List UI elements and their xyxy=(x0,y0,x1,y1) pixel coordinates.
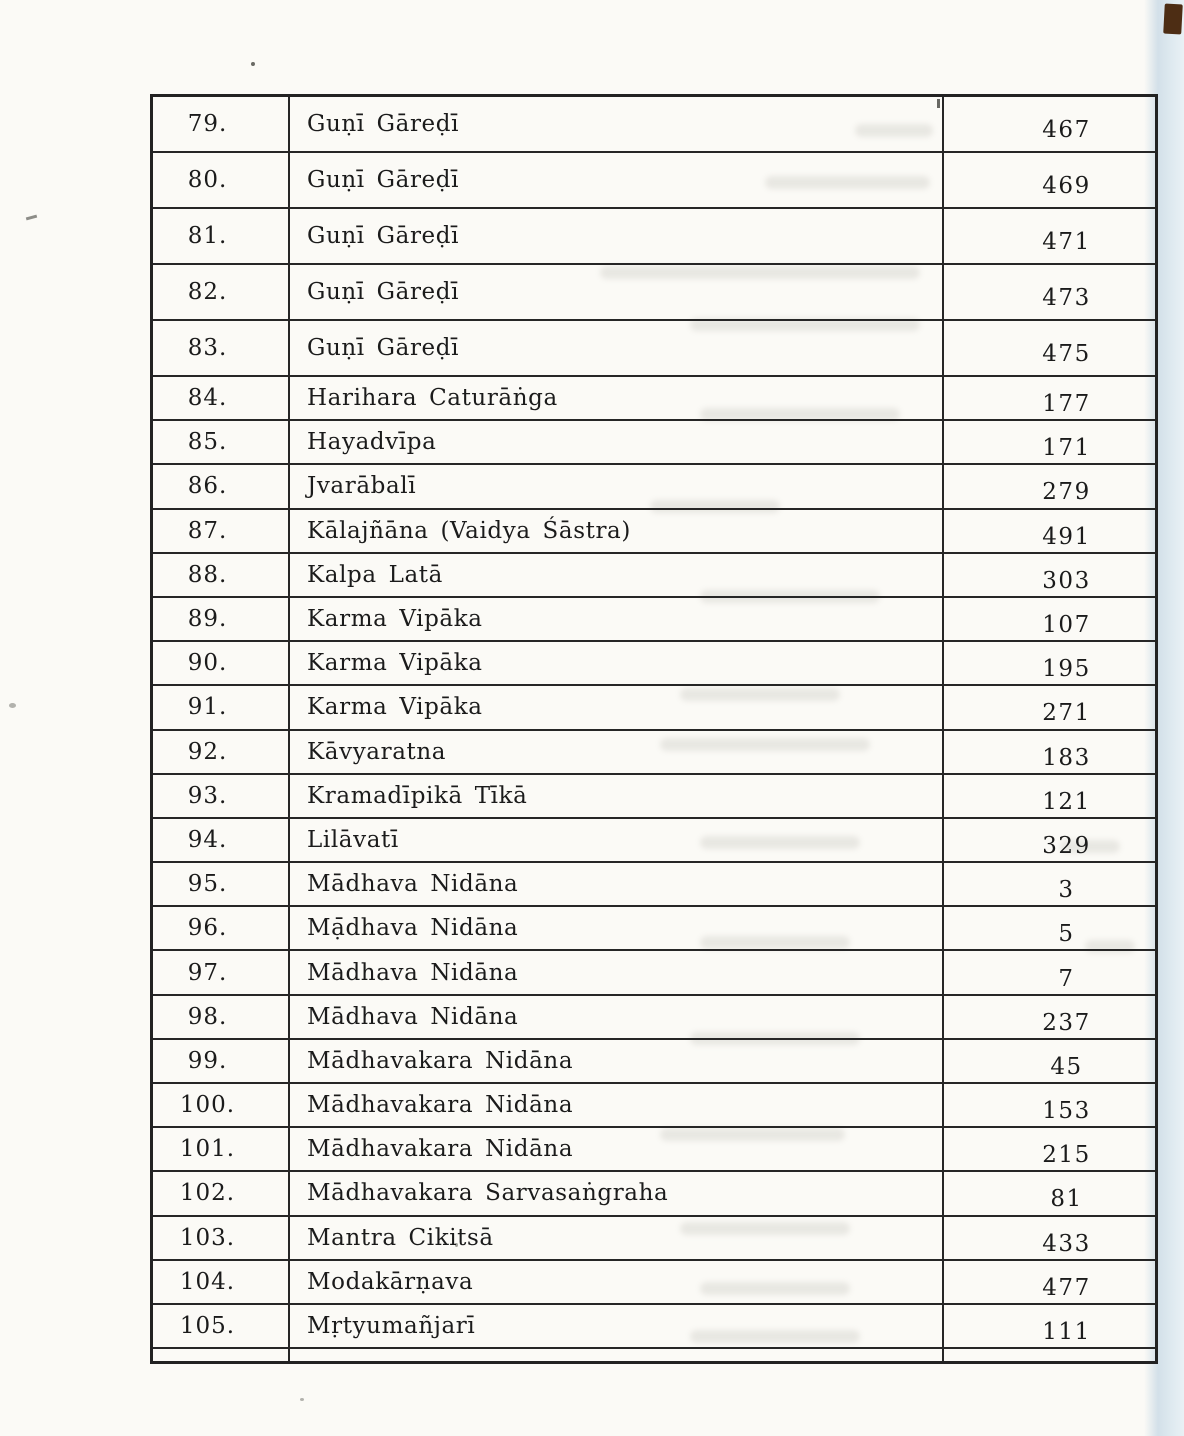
scan-speck xyxy=(251,62,255,66)
page-number: 3 xyxy=(1058,877,1075,904)
serial-number: 86. xyxy=(187,473,228,500)
manuscript-title: Hayadvīpa xyxy=(307,429,437,456)
serial-cell xyxy=(153,377,290,419)
title-cell xyxy=(290,1217,944,1259)
serial-number: 87. xyxy=(187,517,228,544)
serial-number: 105. xyxy=(179,1313,236,1340)
table-row xyxy=(153,321,1155,377)
table-row xyxy=(153,1084,1155,1128)
table-row xyxy=(153,996,1155,1040)
page-cell xyxy=(944,1217,1155,1259)
manuscript-title: Mṛtyumañjarī xyxy=(307,1313,476,1340)
serial-cell xyxy=(153,775,290,817)
manuscript-title: Guṇī Gāreḍī xyxy=(307,279,460,305)
table-row xyxy=(153,421,1155,465)
table-row xyxy=(153,863,1155,907)
page-cell xyxy=(944,1261,1155,1303)
serial-cell xyxy=(153,1040,290,1082)
serial-number: 99. xyxy=(187,1047,228,1074)
page-number: 471 xyxy=(1042,229,1091,255)
page-number: 329 xyxy=(1042,832,1091,859)
serial-cell xyxy=(153,1128,290,1170)
title-cell xyxy=(290,421,944,463)
page-number: 7 xyxy=(1058,965,1075,992)
page-number: 271 xyxy=(1042,700,1091,727)
serial-cell xyxy=(153,1305,290,1347)
serial-number: 92. xyxy=(187,738,228,765)
table-row xyxy=(153,686,1155,730)
serial-number: 98. xyxy=(187,1003,228,1030)
serial-cell xyxy=(153,554,290,596)
serial-cell xyxy=(153,265,290,319)
page-number: 45 xyxy=(1050,1053,1083,1080)
page-cell xyxy=(944,775,1155,817)
serial-number: 102. xyxy=(179,1180,236,1207)
manuscript-title: Guṇī Gāreḍī xyxy=(307,111,460,137)
serial-cell xyxy=(153,1084,290,1126)
serial-cell xyxy=(153,686,290,728)
table-row xyxy=(153,1128,1155,1172)
serial-cell xyxy=(153,907,290,949)
scan-speck xyxy=(26,215,37,221)
scan-speck xyxy=(300,1398,304,1401)
table-row xyxy=(153,775,1155,819)
page-number: 171 xyxy=(1042,435,1091,462)
serial-number: 100. xyxy=(179,1092,236,1119)
page-cell xyxy=(944,907,1155,949)
serial-cell xyxy=(153,97,290,151)
page-cell xyxy=(944,465,1155,507)
manuscript-title: Mādhavakara Nidāna xyxy=(307,1136,574,1163)
manuscript-title: Karma Vipāka xyxy=(307,650,483,677)
table-row xyxy=(153,465,1155,509)
table-row xyxy=(153,1305,1155,1349)
table-empty-strip xyxy=(153,1349,1155,1361)
page-cell xyxy=(944,863,1155,905)
page-number: 195 xyxy=(1042,656,1091,683)
manuscript-title: Karma Vipāka xyxy=(307,606,483,633)
page-number: 81 xyxy=(1050,1186,1083,1213)
serial-number: 94. xyxy=(187,826,228,853)
table-row xyxy=(153,1172,1155,1216)
title-cell xyxy=(290,321,944,375)
page-cell xyxy=(944,153,1155,207)
serial-number: 103. xyxy=(179,1224,236,1251)
title-cell xyxy=(290,642,944,684)
manuscript-title: Mādhavakara Nidāna xyxy=(307,1047,574,1074)
serial-cell xyxy=(153,465,290,507)
page-cell xyxy=(944,321,1155,375)
title-cell xyxy=(290,996,944,1038)
table-row xyxy=(153,510,1155,554)
serial-cell xyxy=(153,951,290,993)
scan-speck xyxy=(9,703,16,708)
page-cell xyxy=(944,686,1155,728)
table-row xyxy=(153,265,1155,321)
serial-cell xyxy=(153,996,290,1038)
page-number: 121 xyxy=(1042,788,1091,815)
page-cell xyxy=(944,1128,1155,1170)
title-cell xyxy=(290,1128,944,1170)
title-cell xyxy=(290,775,944,817)
table-row xyxy=(153,819,1155,863)
title-cell xyxy=(290,97,944,151)
page-cell xyxy=(944,1084,1155,1126)
manuscript-title: Mādhavakara Sarvasaṅgraha xyxy=(307,1180,669,1207)
serial-cell xyxy=(153,598,290,640)
serial-cell xyxy=(153,819,290,861)
title-cell xyxy=(290,951,944,993)
page-cell xyxy=(944,510,1155,552)
title-cell xyxy=(290,863,944,905)
page-cell xyxy=(944,1349,1155,1361)
title-cell xyxy=(290,598,944,640)
serial-number: 84. xyxy=(187,385,228,412)
page-cell xyxy=(944,951,1155,993)
table-row xyxy=(153,377,1155,421)
serial-number: 96. xyxy=(187,915,228,942)
serial-cell xyxy=(153,209,290,263)
serial-cell xyxy=(153,1261,290,1303)
page-cell xyxy=(944,421,1155,463)
page-number: 477 xyxy=(1042,1274,1091,1301)
manuscript-title: Harihara Caturāṅga xyxy=(307,385,558,412)
manuscript-title: Mādhava Nidāna xyxy=(307,1003,519,1030)
page-number: 5 xyxy=(1058,921,1075,948)
page-cell xyxy=(944,731,1155,773)
page-number: 215 xyxy=(1042,1142,1091,1169)
title-cell xyxy=(290,209,944,263)
title-cell xyxy=(290,1305,944,1347)
page-cell xyxy=(944,1040,1155,1082)
serial-number: 80. xyxy=(187,167,228,193)
manuscript-title: Mādhavakara Nidāna xyxy=(307,1092,574,1119)
serial-cell xyxy=(153,1349,290,1361)
title-cell xyxy=(290,731,944,773)
manuscript-title: Kālajñāna (Vaidya Śāstra) xyxy=(307,517,631,544)
page-number: 491 xyxy=(1042,523,1091,550)
serial-cell xyxy=(153,510,290,552)
serial-number: 89. xyxy=(187,606,228,633)
page-number: 111 xyxy=(1042,1319,1091,1346)
serial-number: 104. xyxy=(179,1268,236,1295)
page-cell xyxy=(944,819,1155,861)
table-row xyxy=(153,554,1155,598)
page-cell xyxy=(944,554,1155,596)
manuscript-title: Kramadīpikā Tīkā xyxy=(307,782,528,809)
page-number: 279 xyxy=(1042,479,1091,506)
page-cell xyxy=(944,996,1155,1038)
page-number: 153 xyxy=(1042,1098,1091,1125)
page-number: 303 xyxy=(1042,567,1091,594)
title-cell xyxy=(290,465,944,507)
title-cell xyxy=(290,819,944,861)
serial-cell xyxy=(153,642,290,684)
page-cell xyxy=(944,209,1155,263)
serial-cell xyxy=(153,1172,290,1214)
manuscript-title: Guṇī Gāreḍī xyxy=(307,167,460,193)
table-row xyxy=(153,907,1155,951)
page-number: 475 xyxy=(1042,341,1091,367)
page-number: 469 xyxy=(1042,173,1091,199)
manuscript-title: Kāvyaratna xyxy=(307,738,447,765)
title-cell xyxy=(290,686,944,728)
title-cell xyxy=(290,1172,944,1214)
table-row xyxy=(153,1217,1155,1261)
manuscript-title: Mādhava Nidāna xyxy=(307,871,519,898)
serial-number: 101. xyxy=(179,1136,236,1163)
page-number: 183 xyxy=(1042,744,1091,771)
page-number: 177 xyxy=(1042,391,1091,418)
serial-cell xyxy=(153,1217,290,1259)
serial-number: 83. xyxy=(187,335,228,361)
manuscript-title: Kalpa Latā xyxy=(307,561,443,588)
serial-cell xyxy=(153,321,290,375)
manuscript-title: Guṇī Gāreḍī xyxy=(307,223,460,249)
serial-cell xyxy=(153,863,290,905)
serial-number: 88. xyxy=(187,561,228,588)
page-cell xyxy=(944,1172,1155,1214)
serial-number: 97. xyxy=(187,959,228,986)
title-cell xyxy=(290,907,944,949)
title-cell xyxy=(290,265,944,319)
manuscript-title: Jvarābalī xyxy=(307,473,417,500)
page-number: 433 xyxy=(1042,1230,1091,1257)
serial-number: 91. xyxy=(187,694,228,721)
page-number: 473 xyxy=(1042,285,1091,311)
page-cell xyxy=(944,1305,1155,1347)
table-row xyxy=(153,731,1155,775)
page-cell xyxy=(944,97,1155,151)
manuscript-title: Karma Vipāka xyxy=(307,694,483,721)
title-cell xyxy=(290,377,944,419)
manuscript-title: Mādhava Nidāna xyxy=(307,959,519,986)
serial-number: 79. xyxy=(187,111,228,137)
page-cell xyxy=(944,598,1155,640)
table-row xyxy=(153,209,1155,265)
serial-number: 90. xyxy=(187,650,228,677)
serial-number: 95. xyxy=(187,871,228,898)
table-row xyxy=(153,951,1155,995)
serial-cell xyxy=(153,731,290,773)
title-cell xyxy=(290,1349,944,1361)
page-number: 467 xyxy=(1042,117,1091,143)
serial-number: 85. xyxy=(187,429,228,456)
table-row xyxy=(153,1261,1155,1305)
page-number: 107 xyxy=(1042,612,1091,639)
serial-number: 81. xyxy=(187,223,228,249)
title-cell xyxy=(290,1040,944,1082)
manuscript-index-table xyxy=(150,94,1158,1364)
serial-number: 82. xyxy=(187,279,228,305)
serial-cell xyxy=(153,153,290,207)
manuscript-title: Mạ̄dhava Nidāna xyxy=(307,915,519,942)
page-cell xyxy=(944,265,1155,319)
title-cell xyxy=(290,554,944,596)
title-cell xyxy=(290,510,944,552)
page-number: 237 xyxy=(1042,1009,1091,1036)
table-row xyxy=(153,642,1155,686)
table-row xyxy=(153,598,1155,642)
title-cell xyxy=(290,153,944,207)
title-cell xyxy=(290,1261,944,1303)
corner-speck xyxy=(1163,4,1183,35)
serial-number: 93. xyxy=(187,782,228,809)
table-row xyxy=(153,153,1155,209)
manuscript-title: Lilāvatī xyxy=(307,826,399,853)
title-cell xyxy=(290,1084,944,1126)
manuscript-title: Modakārṇava xyxy=(307,1268,474,1295)
table-row xyxy=(153,97,1155,153)
page-cell xyxy=(944,642,1155,684)
serial-cell xyxy=(153,421,290,463)
manuscript-title: Guṇī Gāreḍī xyxy=(307,335,460,361)
table-row xyxy=(153,1040,1155,1084)
manuscript-title: Mantra Cikitsā xyxy=(307,1224,494,1251)
page-cell xyxy=(944,377,1155,419)
